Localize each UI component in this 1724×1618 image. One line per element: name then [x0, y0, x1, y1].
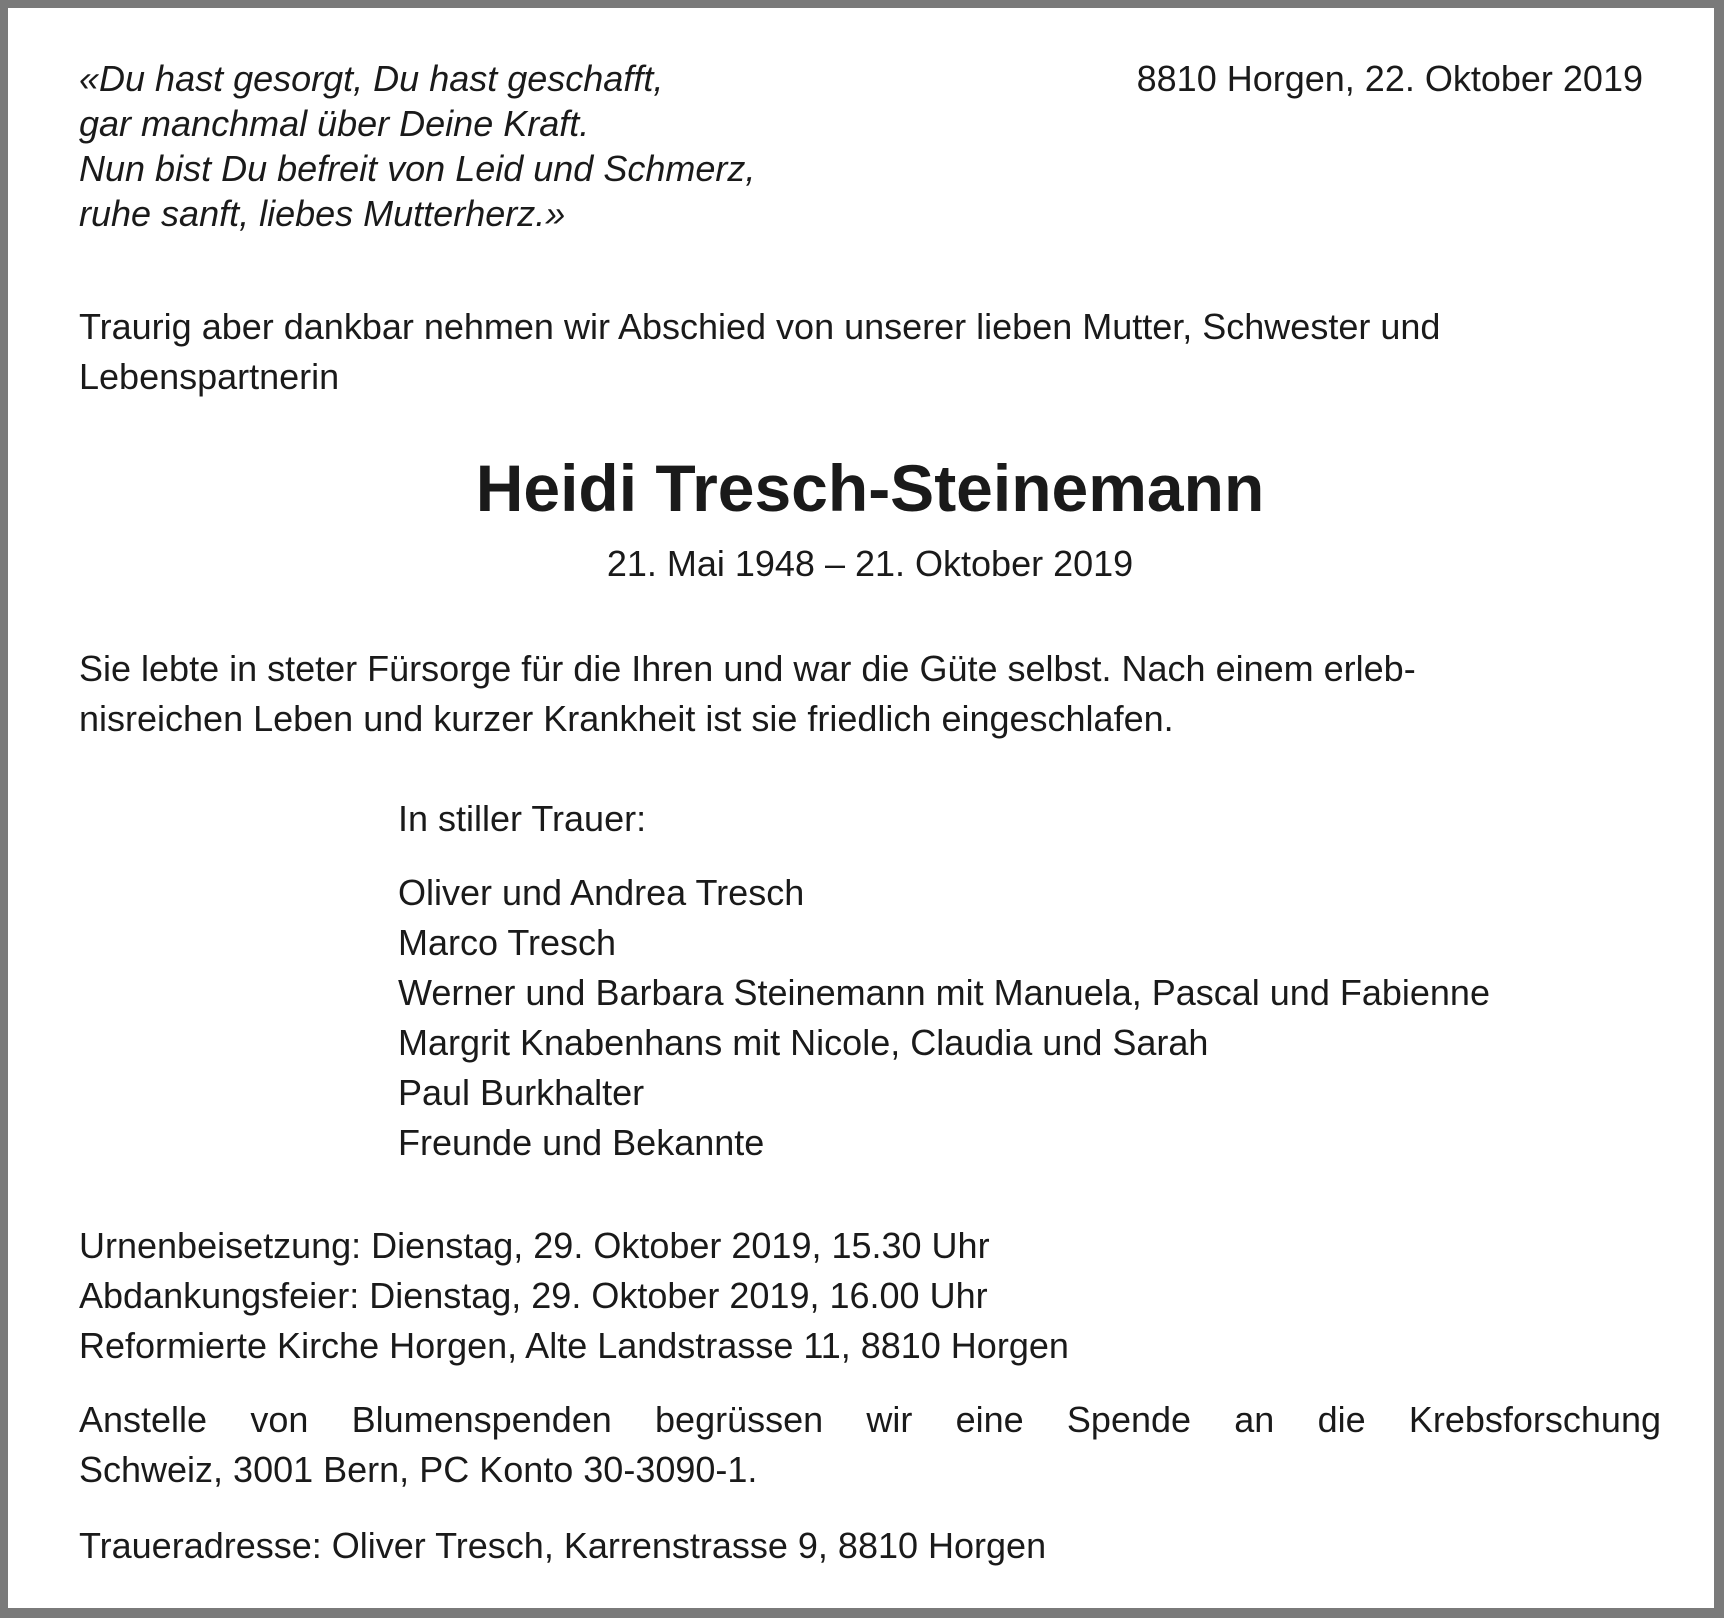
funeral-service-line: Abdankungsfeier: Dienstag, 29. Oktober 2019, 16.00 Uhr — [79, 1275, 988, 1316]
donation-line: Anstelle von Blumenspenden begrüssen wir eine Spende an die Krebsforschung — [79, 1399, 1661, 1440]
ceremony-details — [79, 1221, 1069, 1371]
donation-line: Schweiz, 3001 Bern, PC Konto 30-3090-1. — [79, 1449, 758, 1490]
mourner-entry: Paul Burkhalter — [398, 1072, 645, 1113]
intro-text: Traurig aber dankbar nehmen wir Abschied von unserer lieben Mutter, Schwester und Lebenspartnerin — [79, 306, 1441, 397]
donation-note — [79, 1395, 1661, 1495]
mourner-entry: Margrit Knabenhans mit Nicole, Claudia und Sarah — [398, 1022, 1209, 1063]
church-location-line: Reformierte Kirche Horgen, Alte Landstrasse 11, 8810 Horgen — [79, 1325, 1069, 1366]
deceased-name: Heidi Tresch-Steinemann — [475, 451, 1265, 525]
place-and-date: 8810 Horgen, 22. Oktober 2019 — [1136, 58, 1643, 99]
quote-line: gar manchmal über Deine Kraft. — [79, 103, 590, 144]
urn-burial-line: Urnenbeisetzung: Dienstag, 29. Oktober 2019, 15.30 Uhr — [79, 1225, 990, 1266]
life-description — [79, 644, 1661, 744]
quote-line: Nun bist Du befreit von Leid und Schmerz, — [79, 148, 756, 189]
mourner-entry: Werner und Barbara Steinemann mit Manuela, Pascal und Fabienne — [398, 972, 1490, 1013]
quote-line: ruhe sanft, liebes Mutterherz.» — [79, 193, 566, 234]
mourner-entry: Marco Tresch — [398, 922, 617, 963]
description-line: nisreichen Leben und kurzer Krankheit ist sie friedlich eingeschlafen. — [79, 698, 1174, 739]
mourning-heading: In stiller Trauer: — [398, 798, 647, 839]
mourners-list — [398, 868, 1490, 1168]
mourner-entry: Oliver und Andrea Tresch — [398, 872, 805, 913]
mourner-entry: Freunde und Bekannte — [398, 1122, 765, 1163]
life-dates: 21. Mai 1948 – 21. Oktober 2019 — [606, 543, 1134, 584]
memorial-quote — [79, 56, 755, 236]
quote-line: «Du hast gesorgt, Du hast geschafft, — [79, 58, 664, 99]
mourning-address: Traueradresse: Oliver Tresch, Karrenstrasse 9, 8810 Horgen — [79, 1525, 1047, 1566]
description-line: Sie lebte in steter Fürsorge für die Ihren und war die Güte selbst. Nach einem erleb- — [79, 648, 1416, 689]
